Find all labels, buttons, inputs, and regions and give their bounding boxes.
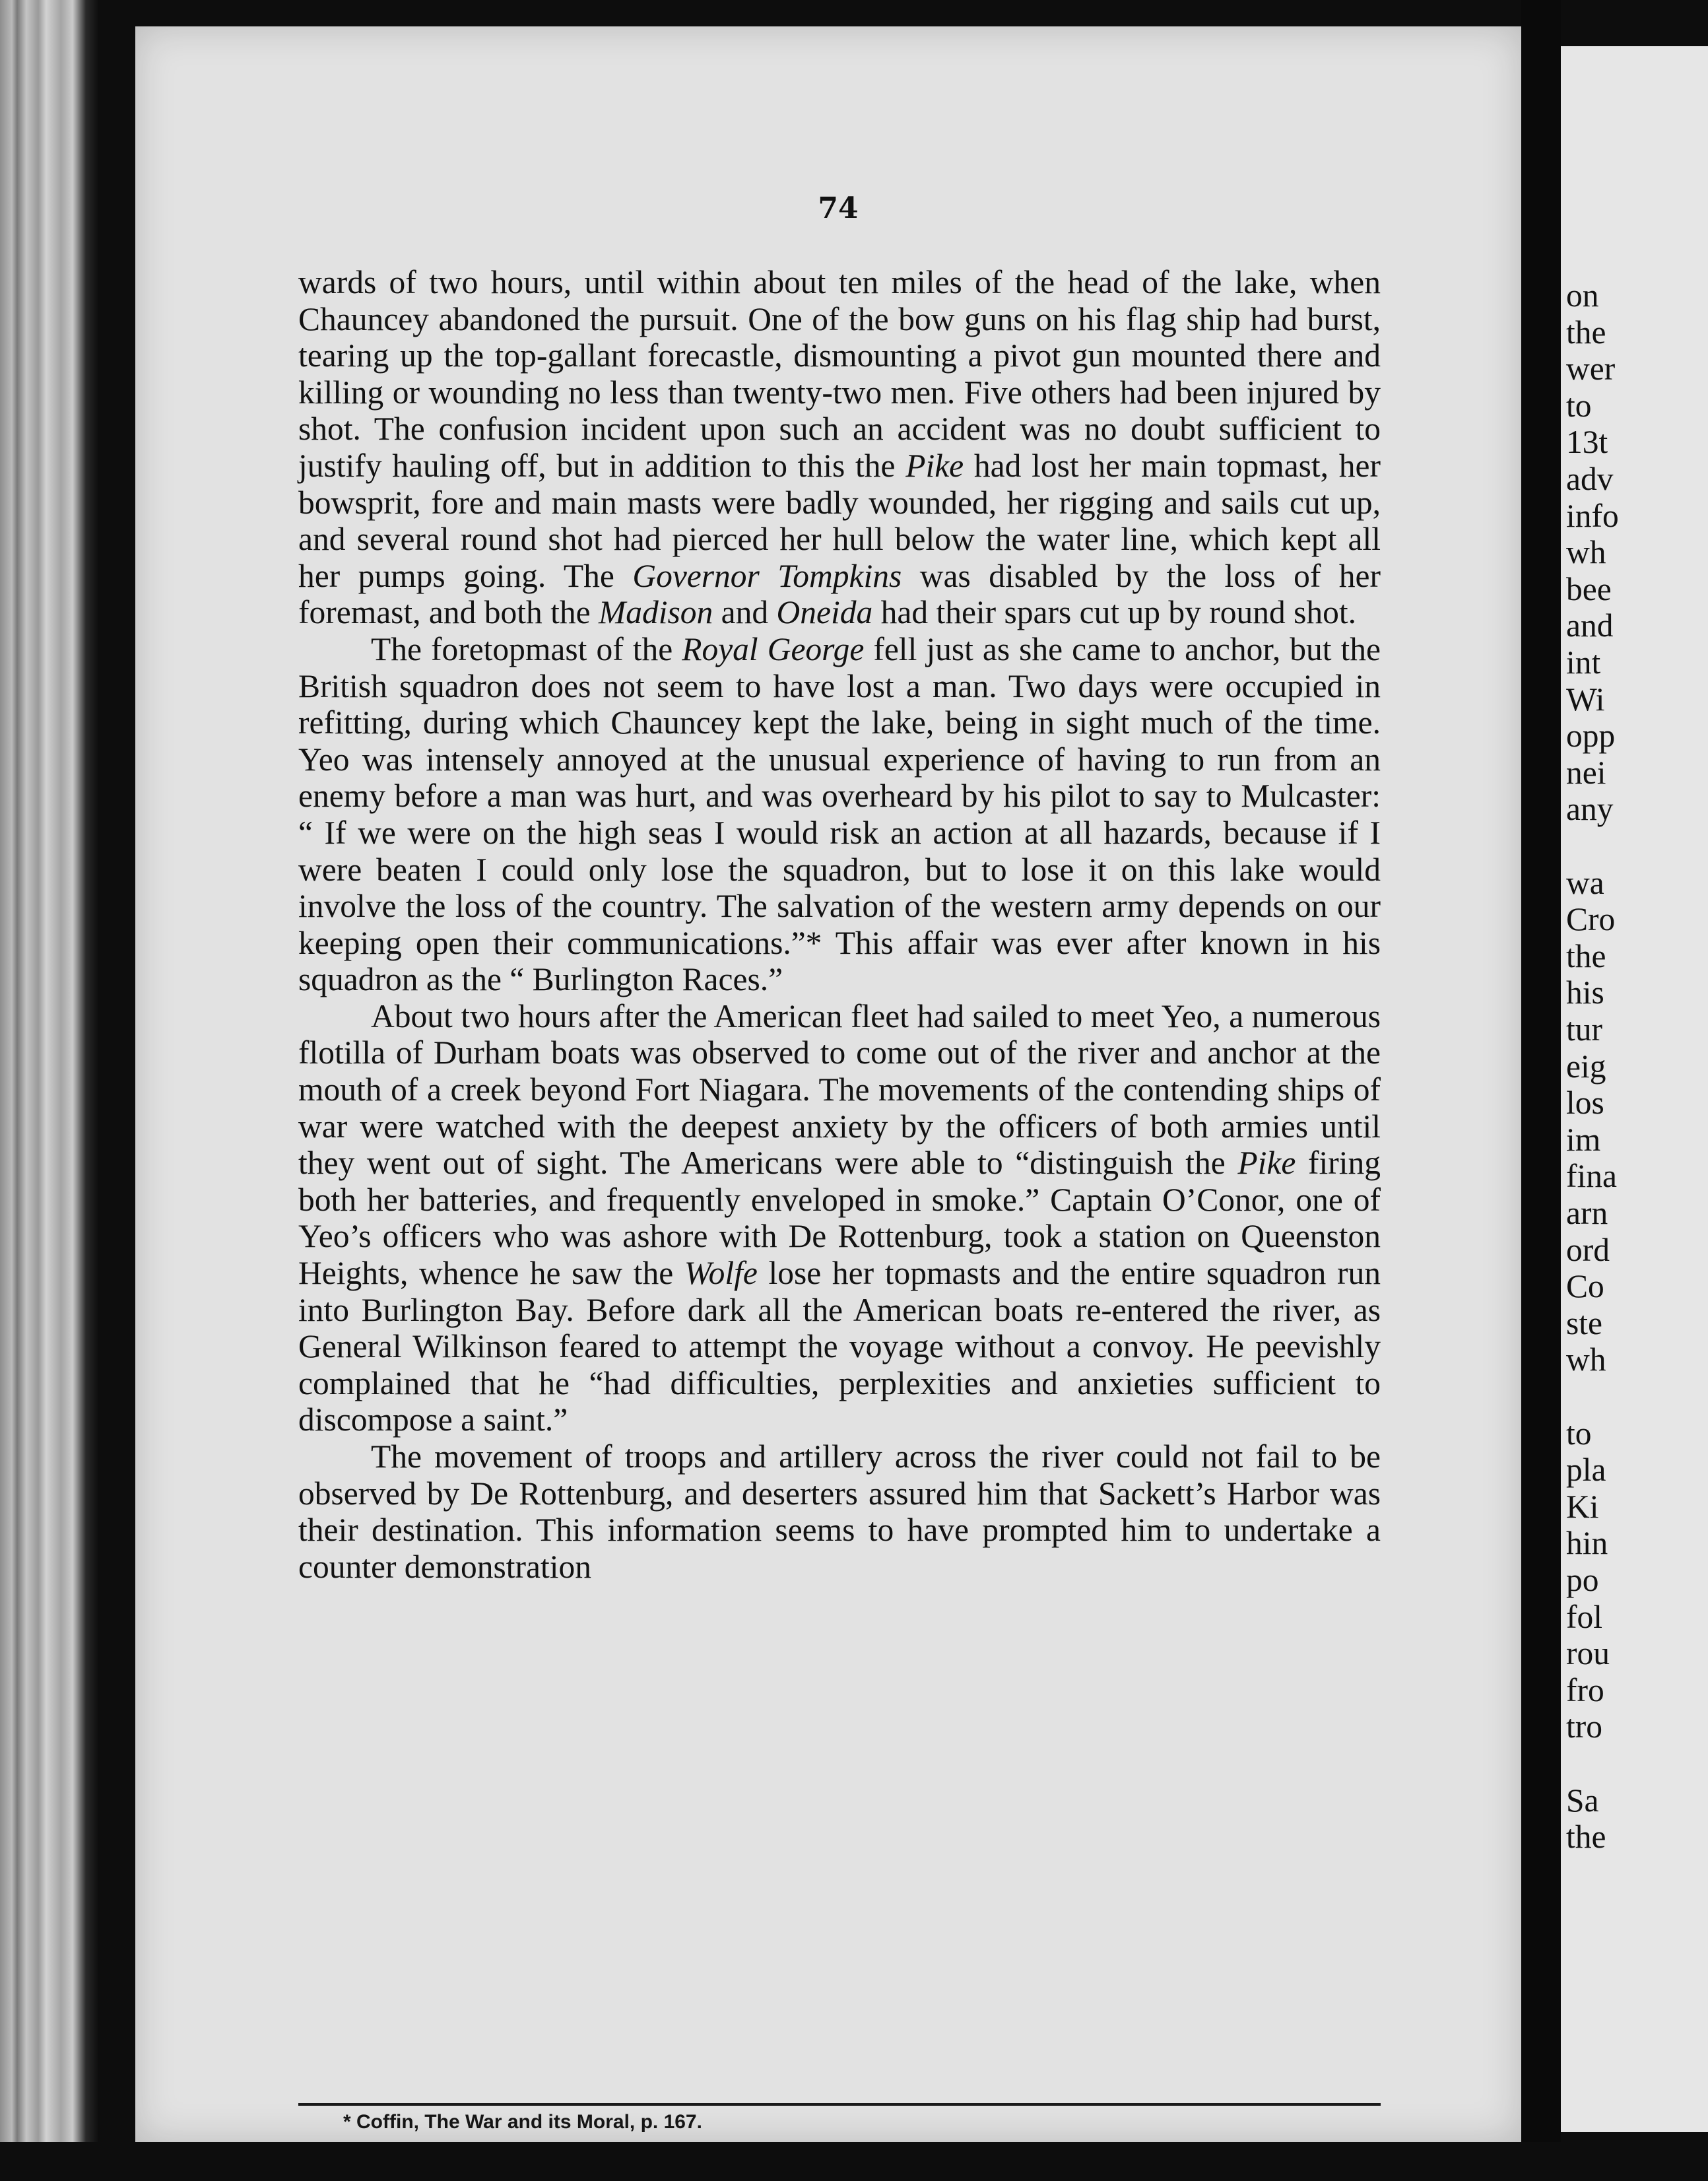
paragraph-3 <box>298 998 1381 1438</box>
facing-page-line: nei <box>1566 754 1606 791</box>
page-number: 74 <box>818 191 859 225</box>
facing-page-line: opp <box>1566 718 1616 755</box>
facing-page-line: fol <box>1566 1598 1602 1635</box>
facing-page-line: and <box>1566 607 1614 644</box>
text-run: lose her topmasts and the entire squadron run into Burlington Bay. Before dark all the American boats re-entered the river, as General Wilkinson feared to attempt the voyage without a convoy. He peevishly complained that he “had difficulties, perplexities and anxieties sufficient to discompose a saint.” <box>298 1255 1381 1438</box>
facing-page-line: the <box>1566 937 1606 974</box>
paragraph-2 <box>298 631 1381 998</box>
facing-page <box>1561 46 1708 2132</box>
ship-name: Pike <box>1237 1145 1296 1182</box>
facing-page-line: info <box>1566 497 1619 534</box>
paragraph-4 <box>298 1438 1381 1585</box>
facing-page-line: wa <box>1566 864 1604 901</box>
facing-page-line: eig <box>1566 1048 1606 1085</box>
facing-page-line: any <box>1566 791 1614 828</box>
ship-name: Wolfe <box>684 1255 758 1292</box>
ship-name: Governor Tompkins <box>632 557 902 594</box>
facing-page-line: ord <box>1566 1231 1610 1268</box>
facing-page-line: adv <box>1566 461 1614 497</box>
stacked-page-edges <box>0 0 99 2181</box>
scan-border <box>0 2142 1708 2181</box>
ship-name: Pike <box>905 447 964 484</box>
text-run: firing both her batteries, and frequently enveloped in smoke.” Captain O’Conor, one of Yeo’s officers who was ashore with De Rottenburg, took a station on Queenston Heights, whence he saw the <box>298 1145 1381 1292</box>
facing-page-line: bee <box>1566 570 1612 607</box>
book-gutter <box>1521 0 1561 2181</box>
facing-page-line: fro <box>1566 1671 1604 1708</box>
facing-page-line: hin <box>1566 1525 1608 1562</box>
facing-page-line: fina <box>1566 1158 1617 1195</box>
text-run: wards of two hours, until within about ten miles of the head of the lake, when Chauncey abandoned the pursuit. One of the bow guns on his flag ship had burst, tearing up the top-gallant forecastle, dismounting a pivot gun mounted there and killing or wounding no less than twenty-two men. Five others had been injured by shot. The confusion incident upon such an accident was no doubt sufficient to justify hauling off, but in addition to this the <box>298 264 1381 484</box>
facing-page-line: tur <box>1566 1011 1602 1048</box>
facing-page-line: to <box>1566 387 1592 424</box>
facing-page-line: the <box>1566 1819 1606 1856</box>
facing-page-line: wer <box>1566 351 1616 387</box>
facing-page-line: int <box>1566 644 1601 681</box>
facing-page-line: po <box>1566 1562 1599 1598</box>
text-run: and <box>713 594 777 631</box>
facing-page-line: to <box>1566 1415 1592 1452</box>
facing-page-line: los <box>1566 1085 1604 1122</box>
text-run: The movement of troops and artillery across the river could not fail to be observed by De Rottenburg, and deserters assured him that Sackett’s Harbor was their destination. This information seems to have prompted him to undertake a counter demonstration <box>298 1438 1381 1585</box>
facing-page-line: im <box>1566 1121 1601 1158</box>
text-run: was disabled by the loss of her foremast, and both the <box>298 557 1381 631</box>
footnote-rule <box>298 2103 1381 2106</box>
ship-name: Oneida <box>776 594 873 631</box>
ship-name: Royal George <box>682 630 865 667</box>
facing-page-line: his <box>1566 974 1604 1011</box>
facing-page-line: the <box>1566 314 1606 351</box>
facing-page-line: on <box>1566 277 1599 314</box>
facing-page-line: Sa <box>1566 1782 1599 1819</box>
facing-page-line: Ki <box>1566 1488 1599 1525</box>
text-run: fell just as she came to anchor, but the British squadron does not seem to have lost a man. Two days were occupied in refitting, during which Chauncey kept the lake, being in sight much of the time. Yeo was intensely annoyed at the unusual experience of having to run from an enemy before a man was hurt, and was overheard by his pilot to say to Mulcaster: “ If we were on the high seas I would risk an action at all hazards, because if I were beaten I could only lose the squadron, but to lose it on this lake would involve the loss of the country. The salvation of the western army depends on our keeping open their communications.”* This affair was ever after known in his squadron as the “ Burlington Races.” <box>298 630 1381 998</box>
facing-page-line: wh <box>1566 1341 1606 1378</box>
text-run: About two hours after the American fleet had sailed to meet Yeo, a numerous flotilla of Durham boats was observed to come out of the river and anchor at the mouth of a creek beyond Fort Niagara. The movements of the contending ships of war were watched with the deepest anxiety by the officers of both armies until they went out of sight. The Americans were able to “distinguish the <box>298 997 1381 1182</box>
facing-page-line: Cro <box>1566 901 1616 938</box>
text-run: had lost her main topmast, her bowsprit, fore and main masts were badly wounded, her rigging and sails cut up, and several round shot had pierced her hull below the water line, which kept all her pumps going. The <box>298 447 1381 594</box>
facing-page-line: pla <box>1566 1452 1606 1489</box>
facing-page-line: Co <box>1566 1268 1604 1305</box>
facing-page-line: arn <box>1566 1195 1608 1231</box>
ship-name: Madison <box>599 594 713 631</box>
facing-page-line: tro <box>1566 1708 1602 1745</box>
facing-page-line: 13t <box>1566 424 1608 461</box>
text-run: The foretopmast of the <box>371 630 682 667</box>
text-run: had their spars cut up by round shot. <box>872 594 1356 631</box>
facing-page-line: ste <box>1566 1304 1602 1341</box>
facing-page-line: Wi <box>1566 681 1605 718</box>
body-text <box>298 264 1381 1585</box>
facing-page-line: wh <box>1566 534 1606 571</box>
footnote: * Coffin, The War and its Moral, p. 167. <box>343 2111 702 2133</box>
paragraph-1 <box>298 264 1381 631</box>
facing-page-line: rou <box>1566 1635 1610 1672</box>
